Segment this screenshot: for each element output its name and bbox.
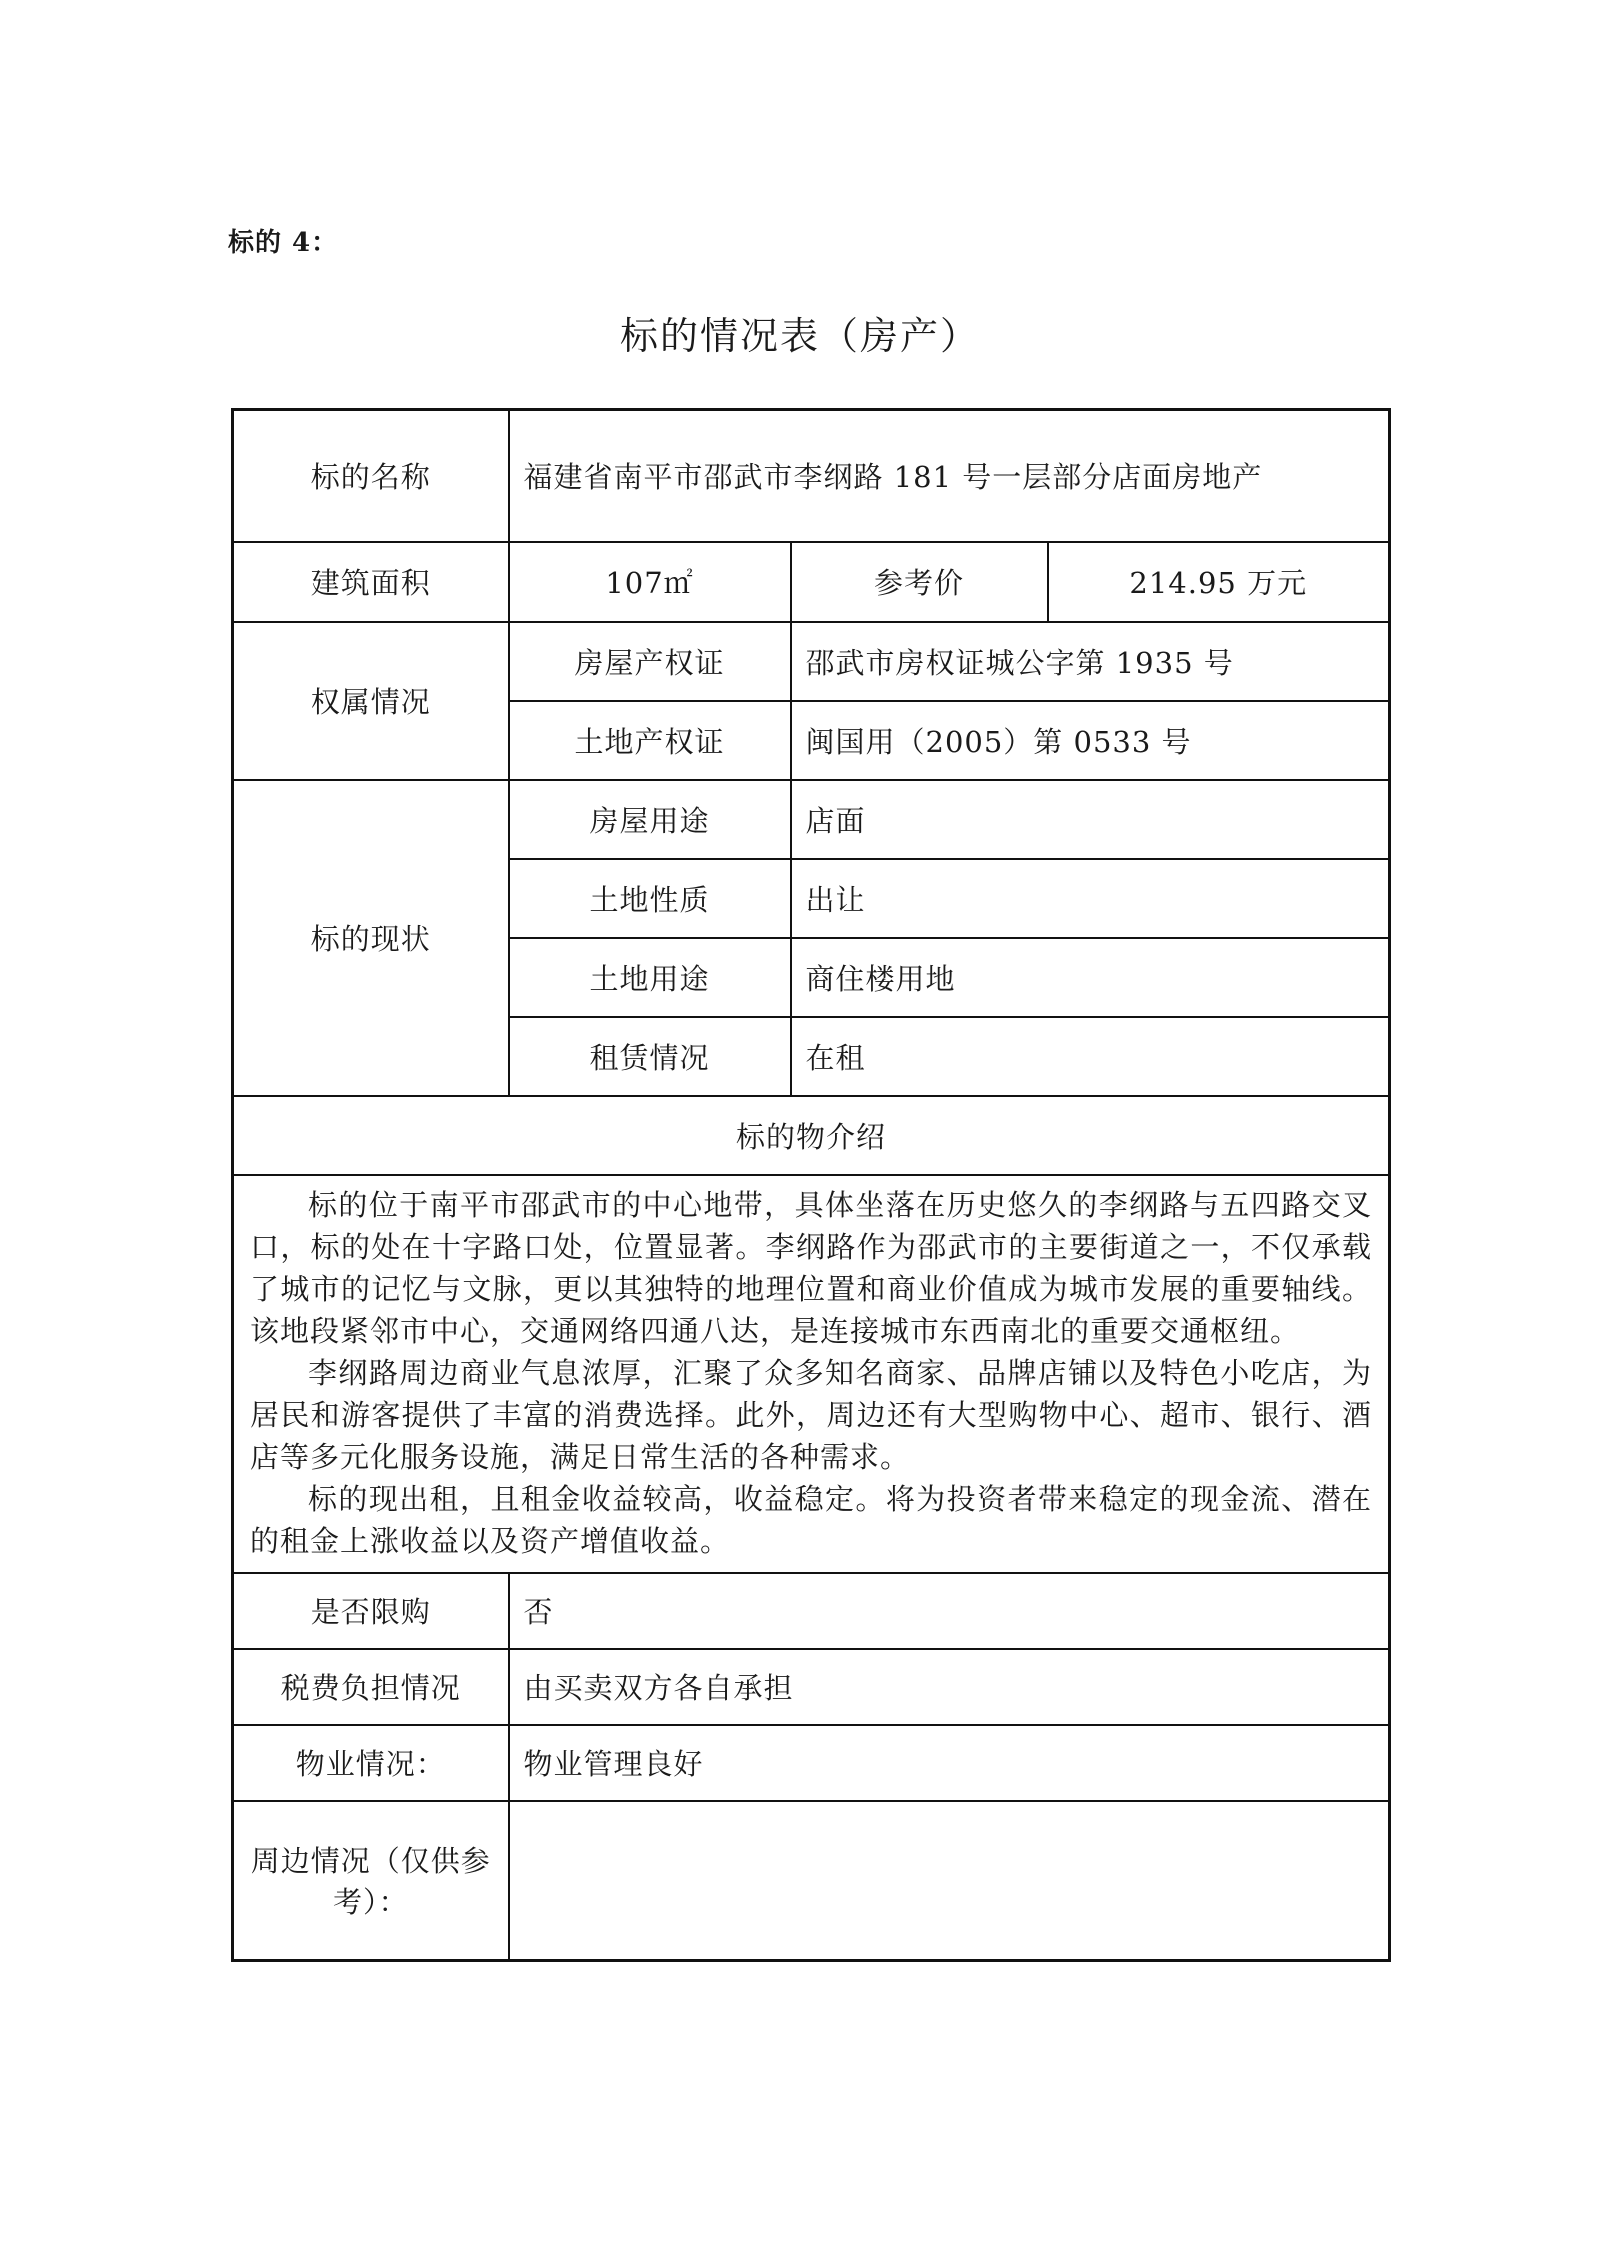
area-label: 建筑面积 [233,542,509,622]
land-nature-label: 土地性质 [509,859,791,938]
property-info-table [231,408,1391,1962]
table-row [233,1175,1390,1573]
tax-value: 由买卖双方各自承担 [509,1649,1390,1725]
property-label: 物业情况： [233,1725,509,1801]
table-row [233,1573,1390,1649]
status-label: 标的现状 [233,780,509,1096]
land-cert-value: 闽国用（2005）第 0533 号 [791,701,1390,780]
table-row [233,1725,1390,1801]
surroundings-value [509,1801,1390,1961]
lot-number-label: 标的 4： [228,228,339,258]
name-value: 福建省南平市邵武市李纲路 181 号一层部分店面房地产 [509,410,1390,542]
lease-label: 租赁情况 [509,1017,791,1096]
table-row [233,410,1390,542]
price-value: 214.95 万元 [1048,542,1390,622]
intro-heading: 标的物介绍 [233,1096,1390,1175]
lease-value: 在租 [791,1017,1390,1096]
land-cert-label: 土地产权证 [509,701,791,780]
house-cert-value: 邵武市房权证城公字第 1935 号 [791,622,1390,701]
purchase-limit-value: 否 [509,1573,1390,1649]
intro-text [233,1175,1390,1573]
table-row [233,622,1390,701]
land-use-value: 商住楼用地 [791,938,1390,1017]
table-row [233,542,1390,622]
intro-paragraph: 标的现出租，且租金收益较高，收益稳定。将为投资者带来稳定的现金流、潜在的租金上涨收益以及资产增值收益。 [250,1481,1373,1558]
price-label: 参考价 [791,542,1048,622]
area-value: 107㎡ [509,542,791,622]
surroundings-label: 周边情况（仅供参考）： [233,1801,509,1961]
intro-paragraph: 标的位于南平市邵武市的中心地带，具体坐落在历史悠久的李纲路与五四路交叉口，标的处在十字路口处，位置显著。李纲路作为邵武市的主要街道之一，不仅承载了城市的记忆与文脉，更以其独特的地理位置和商业价值成为城市发展的重要轴线。该地段紧邻市中心，交通网络四通八达，是连接城市东西南北的重要交通枢纽。 [250,1187,1373,1348]
table-row [233,1649,1390,1725]
table-row [233,780,1390,859]
land-use-label: 土地用途 [509,938,791,1017]
house-use-value: 店面 [791,780,1390,859]
house-use-label: 房屋用途 [509,780,791,859]
property-value: 物业管理良好 [509,1725,1390,1801]
purchase-limit-label: 是否限购 [233,1573,509,1649]
page-title: 标的情况表（房产） [619,314,980,358]
house-cert-label: 房屋产权证 [509,622,791,701]
table-row [233,1801,1390,1961]
table-row [233,1096,1390,1175]
ownership-label: 权属情况 [233,622,509,780]
name-label: 标的名称 [233,410,509,542]
tax-label: 税费负担情况 [233,1649,509,1725]
intro-paragraph: 李纲路周边商业气息浓厚，汇聚了众多知名商家、品牌店铺以及特色小吃店，为居民和游客提供了丰富的消费选择。此外，周边还有大型购物中心、超市、银行、酒店等多元化服务设施，满足日常生活的各种需求。 [250,1355,1373,1474]
land-nature-value: 出让 [791,859,1390,938]
